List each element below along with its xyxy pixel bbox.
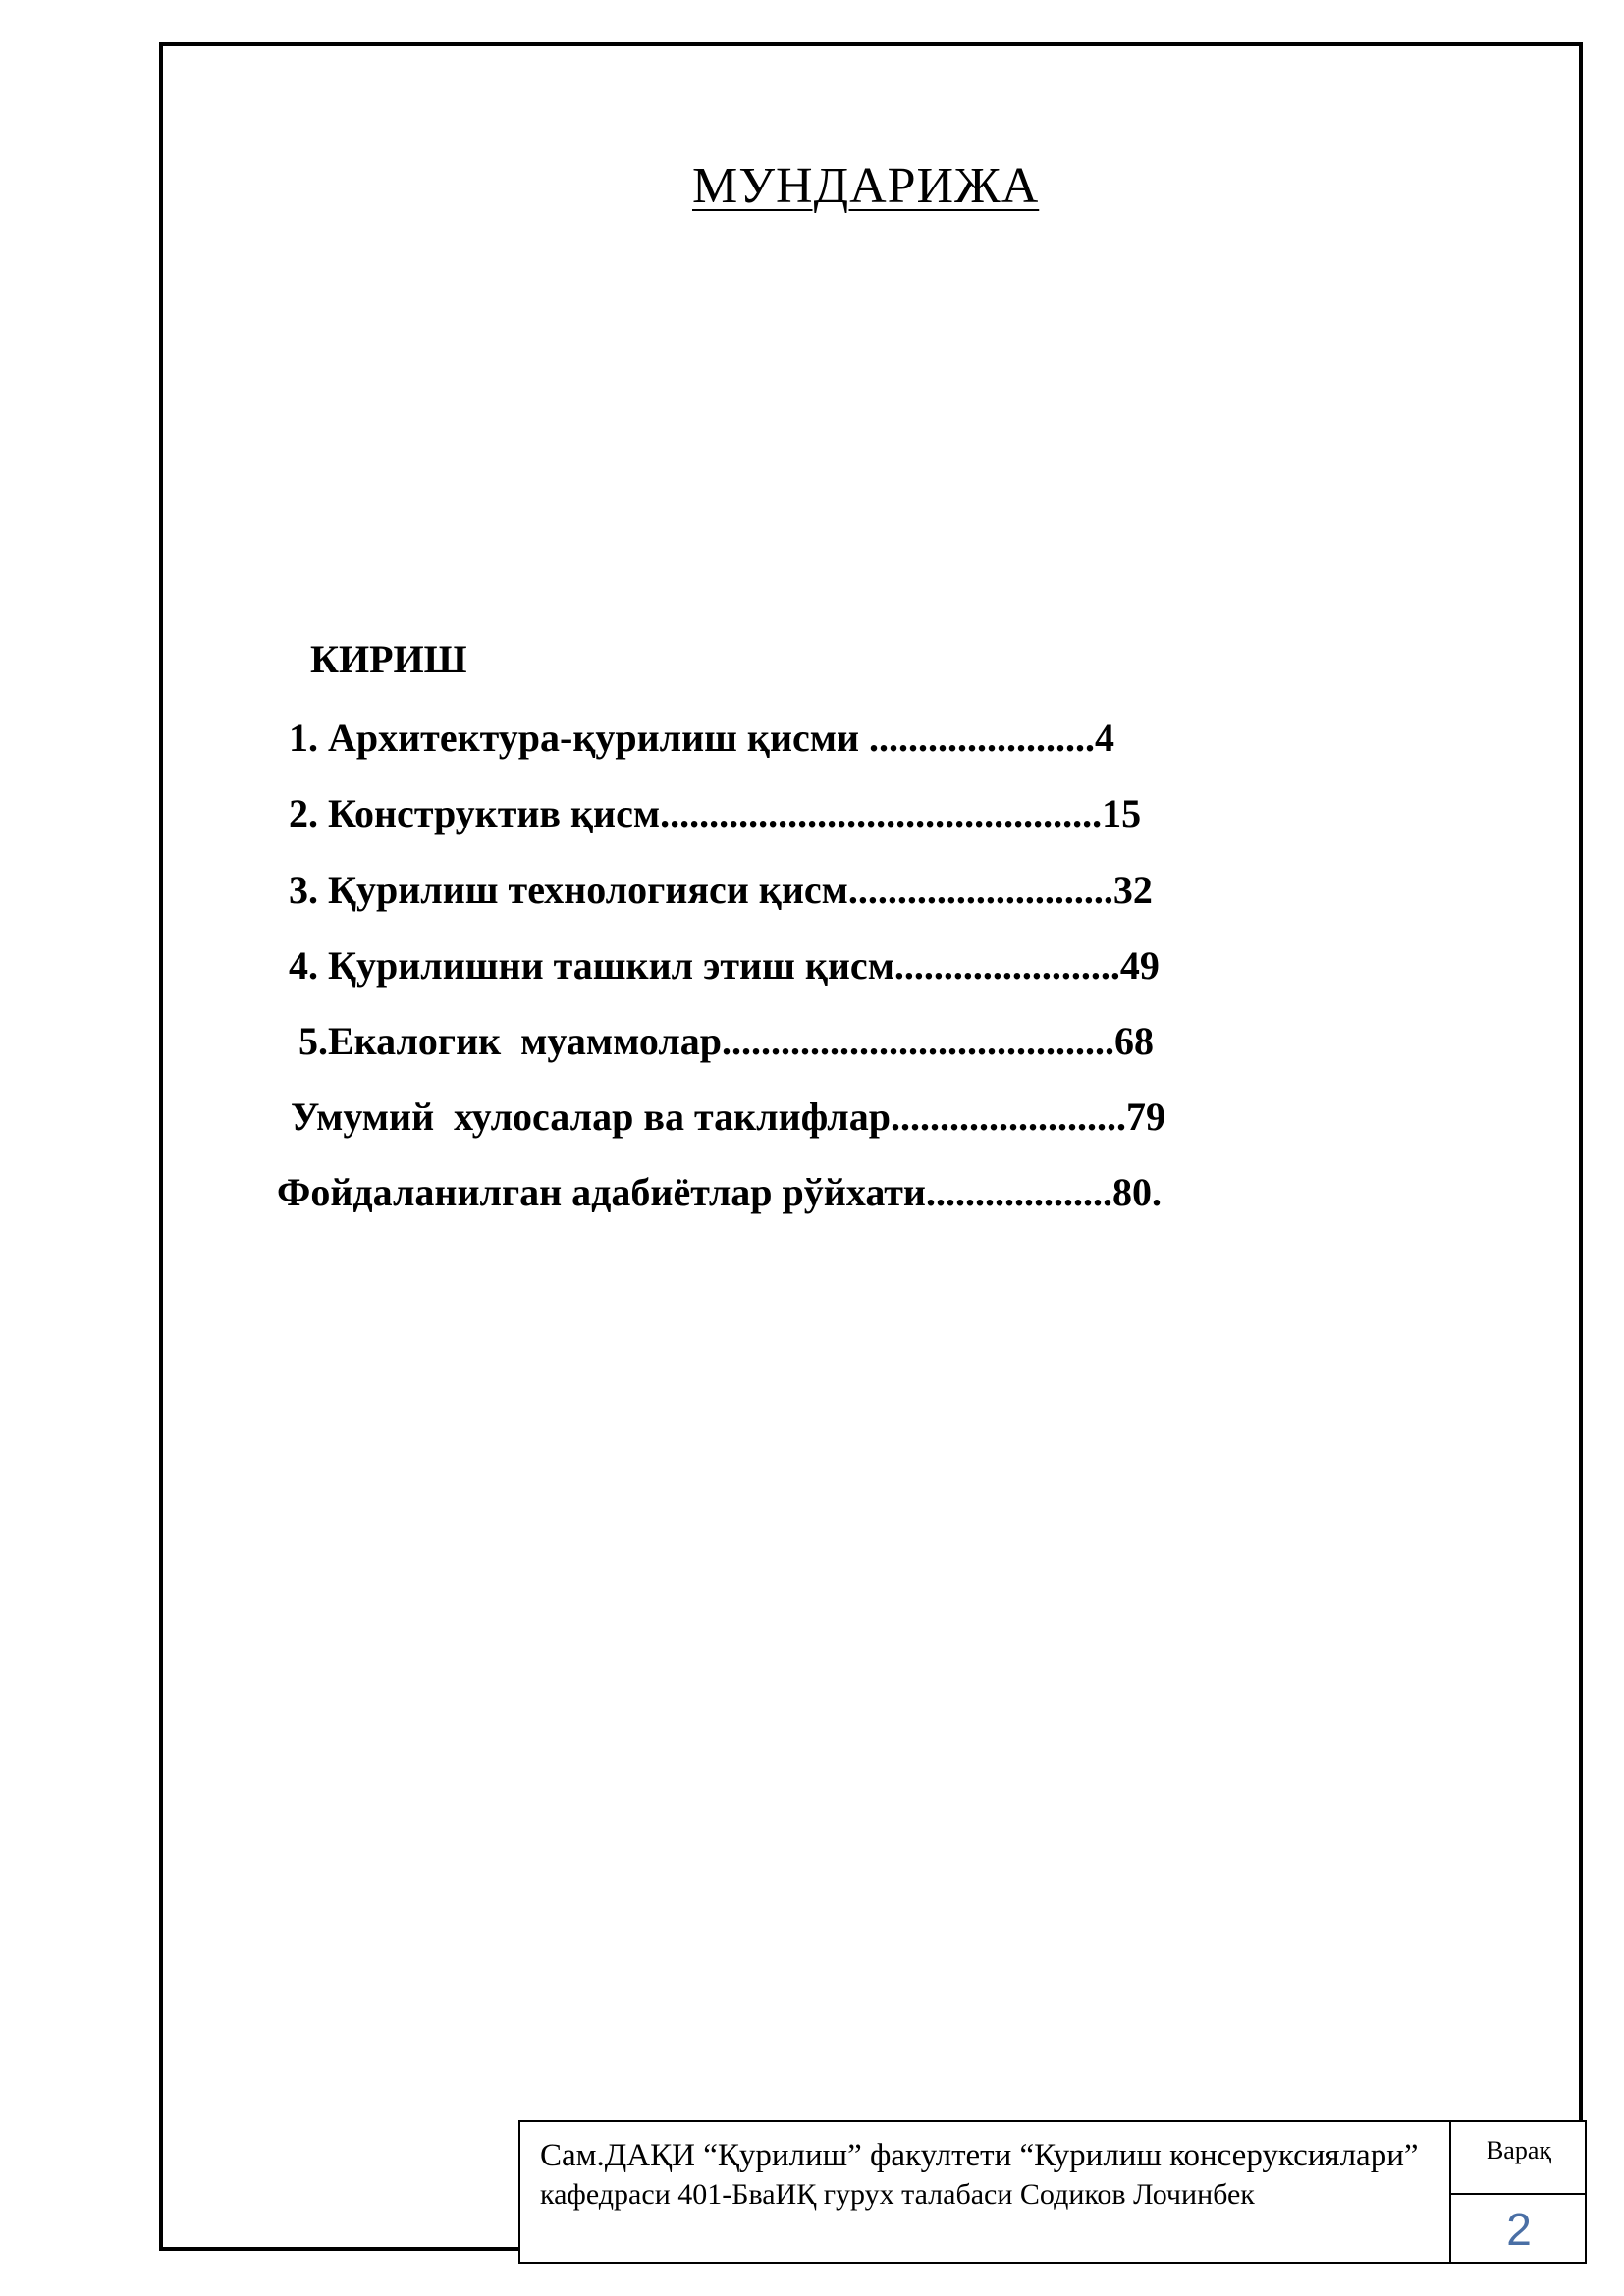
toc-item: 2. Конструктив қисм.............................................15 bbox=[289, 791, 1142, 835]
sheet-cell bbox=[1449, 2122, 1587, 2262]
toc-item: Фойдаланилган адабиётлар рўйхати...................80. bbox=[277, 1170, 1162, 1214]
sheet-divider bbox=[1451, 2193, 1587, 2195]
page-border-frame bbox=[159, 42, 1583, 2251]
toc-item: Умумий хулосалар ва таклифлар........................79 bbox=[291, 1095, 1165, 1139]
page-title: МУНДАРИЖА bbox=[692, 158, 1040, 214]
stamp-line-1: Сам.ДАҚИ “Қурилиш” факултети “Курилиш консеруксиялари” bbox=[540, 2138, 1419, 2173]
stamp-line-2: кафедраси 401-БваИҚ гурух талабаси Содиков Лочинбек bbox=[540, 2178, 1255, 2211]
toc-intro-heading: КИРИШ bbox=[310, 637, 467, 681]
sheet-number: 2 bbox=[1506, 2204, 1532, 2255]
toc-item: 1. Архитектура-қурилиш қисми .......................4 bbox=[289, 716, 1115, 760]
toc-item: 3. Қурилиш технологияси қисм...........................32 bbox=[289, 868, 1153, 912]
stamp-description bbox=[540, 2136, 1463, 2215]
title-block-stamp bbox=[518, 2120, 1587, 2264]
toc-item: 4. Қурилишни ташкил этиш қисм.......................49 bbox=[289, 943, 1160, 988]
sheet-label: Варақ bbox=[1486, 2136, 1552, 2164]
toc-item: 5.Екалогик муаммолар........................................68 bbox=[298, 1019, 1155, 1063]
